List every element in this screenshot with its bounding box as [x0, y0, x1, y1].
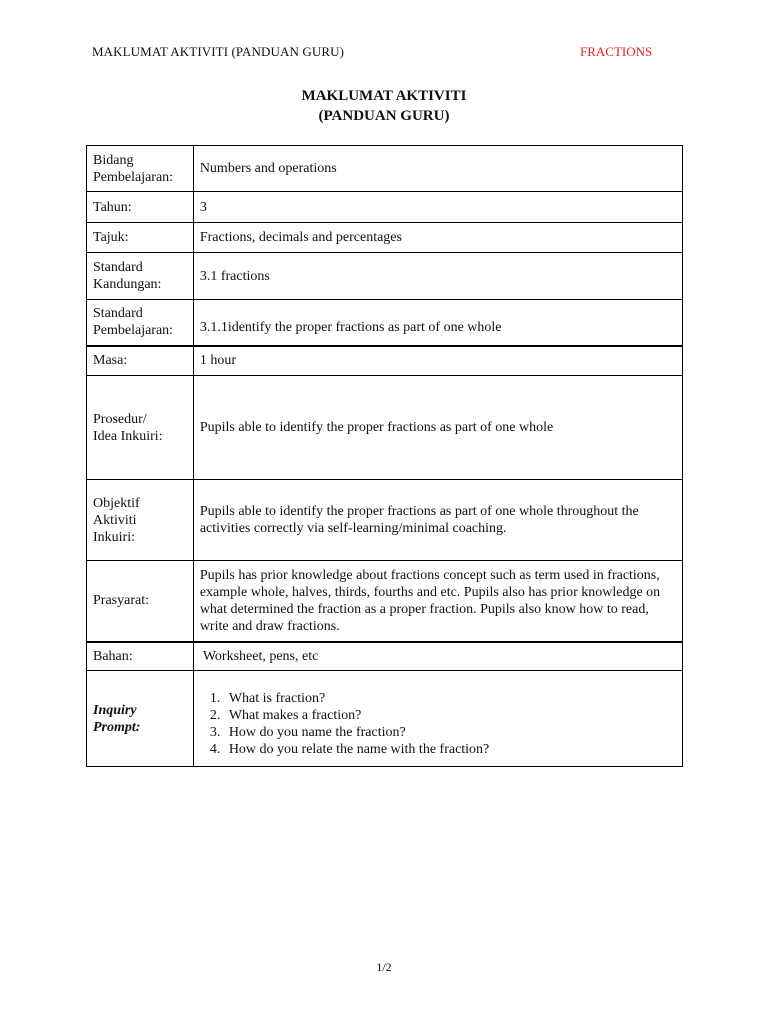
table-row [87, 561, 683, 642]
document-title: MAKLUMAT AKTIVITI [301, 88, 467, 104]
list-item: 4. How do you relate the name with the fraction? [224, 741, 676, 758]
row-label: Masa: [87, 346, 194, 376]
table-row [87, 192, 683, 223]
row-value [193, 671, 682, 767]
row-label: Prosedur/ Idea Inkuiri: [87, 376, 194, 480]
table-row [87, 671, 683, 767]
list-item: 3. How do you name the fraction? [224, 724, 676, 741]
list-item: 1. What is fraction? [224, 690, 676, 707]
row-value: Fractions, decimals and percentages [193, 223, 682, 253]
table-row [87, 346, 683, 376]
row-value: Numbers and operations [193, 146, 682, 192]
row-value: 1 hour [193, 346, 682, 376]
row-value: 3.1 fractions [193, 253, 682, 300]
header-right: FRACTIONS [580, 44, 653, 59]
inquiry-prompt-list [200, 690, 676, 758]
row-label: Prasyarat: [87, 561, 194, 642]
row-value: Pupils has prior knowledge about fractions concept such as term used in fractions, example whole, halves, thirds, fourths and etc. Pupils also has prior knowledge on what determined the fraction as a proper fraction. Pupils also know how to read, write and draw fractions. [193, 561, 682, 642]
row-value: Pupils able to identify the proper fractions as part of one whole throughout the activities correctly via self-learning/minimal coaching. [193, 480, 682, 561]
row-value: Worksheet, pens, etc [193, 642, 682, 671]
document-subtitle: (PANDUAN GURU) [318, 108, 450, 124]
table-row [87, 376, 683, 480]
row-label: Standard Pembelajaran: [87, 300, 194, 346]
row-label: Standard Kandungan: [87, 253, 194, 300]
table-row [87, 223, 683, 253]
table-row [87, 642, 683, 671]
row-value: 3 [193, 192, 682, 223]
row-label: Bidang Pembelajaran: [87, 146, 194, 192]
header-left: MAKLUMAT AKTIVITI (PANDUAN GURU) [92, 44, 345, 59]
row-value: Pupils able to identify the proper fractions as part of one whole [193, 376, 682, 480]
row-label: Bahan: [87, 642, 194, 671]
table-row [87, 300, 683, 346]
activity-info-table [86, 145, 683, 767]
row-label: Tahun: [87, 192, 194, 223]
row-label: Inquiry Prompt: [87, 671, 194, 767]
page-number: 1/2 [376, 960, 392, 974]
list-item: 2. What makes a fraction? [224, 707, 676, 724]
row-value: 3.1.1identify the proper fractions as part of one whole [193, 300, 682, 346]
table-row [87, 253, 683, 300]
row-label: Tajuk: [87, 223, 194, 253]
row-label: Objektif Aktiviti Inkuiri: [87, 480, 194, 561]
table-row [87, 146, 683, 192]
table-row [87, 480, 683, 561]
